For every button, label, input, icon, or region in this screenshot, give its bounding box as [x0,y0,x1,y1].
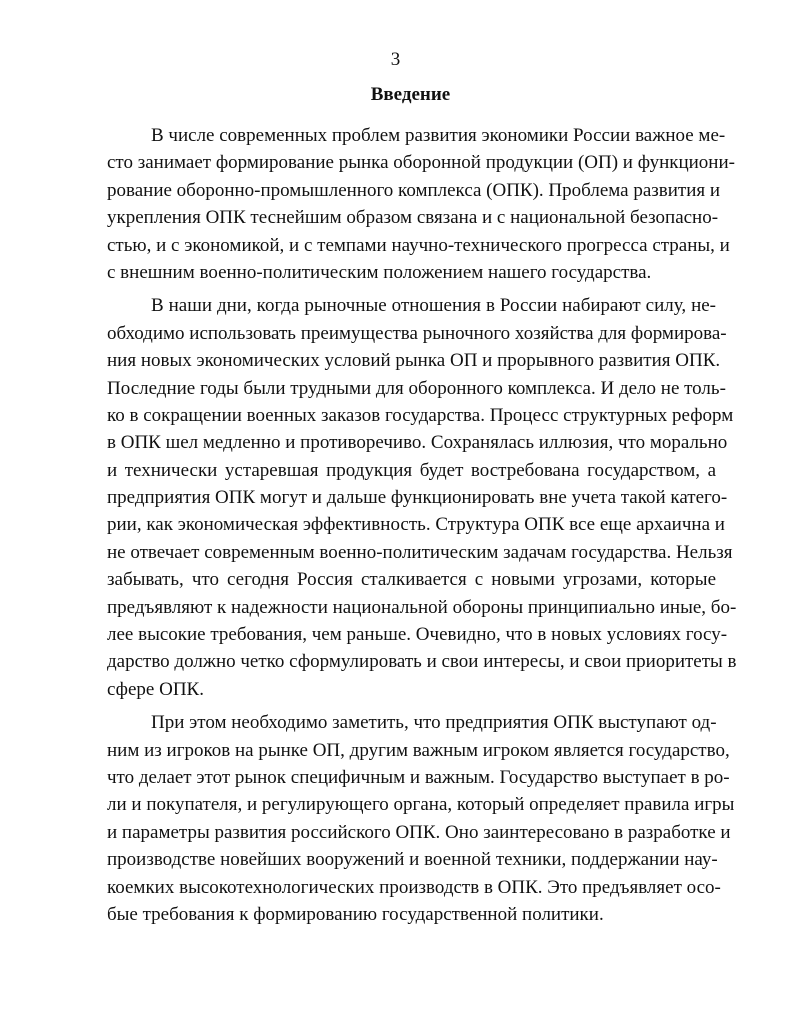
page-title: Введение [370,84,451,105]
paragraph-line: рование оборонно-промышленного комплекса (ОПК). Проблема развития и [107,179,721,201]
paragraph-line: сто занимает формирование рынка оборонной продукции (ОП) и функциони- [107,152,735,174]
paragraph-line: забывать, что сегодня Россия сталкивается с новыми угрозами, которые [107,569,716,591]
paragraph-line: дарство должно четко сформулировать и свои интересы, и свои приоритеты в [107,651,737,673]
body-text [107,122,737,928]
paragraph-line: бые требования к формированию государственной политики. [107,903,604,925]
paragraph-line: стью, и с экономикой, и с темпами научно-технического прогресса страны, и [107,234,730,256]
paragraph-line: предъявляют к надежности национальной обороны принципиально иные, бо- [107,596,737,618]
paragraph-line: В числе современных проблем развития экономики России важное ме- [151,125,726,146]
paragraph-line: ния новых экономических условий рынка ОП и прорывного развития ОПК. [107,350,721,372]
paragraph-line: что делает этот рынок специфичным и важным. Государство выступает в ро- [107,766,730,788]
paragraph-line: Последние годы были трудными для оборонного комплекса. И дело не толь- [107,377,726,399]
paragraph-line: и технически устаревшая продукция будет востребована государством, а [107,459,716,481]
paragraph [107,709,735,928]
paragraph-line: рии, как экономическая эффективность. Структура ОПК все еще архаична и [107,514,725,536]
paragraph-line: сфере ОПК. [107,678,204,700]
paragraph-line: с внешним военно-политическим положением нашего государства. [107,261,652,283]
paragraph-line: ко в сокращении военных заказов государства. Процесс структурных реформ [107,404,734,426]
paragraph [107,292,737,703]
paragraph-line: обходимо использовать преимущества рыночного хозяйства для формирова- [107,322,727,344]
paragraph-line: предприятия ОПК могут и дальше функционировать вне учета такой катего- [107,487,728,509]
paragraph-line: и параметры развития российского ОПК. Оно заинтересовано в разработке и [107,821,731,843]
paragraph-line: ли и покупателя, и регулирующего органа, который определяет правила игры [107,794,735,816]
paragraph-line: не отвечает современным военно-политическим задачам государства. Нельзя [107,541,733,563]
paragraph-line: производстве новейших вооружений и военной техники, поддержании нау- [107,849,718,871]
paragraph-line: в ОПК шел медленно и противоречиво. Сохранялась иллюзия, что морально [107,432,728,454]
paragraph [107,122,735,286]
paragraph-line: укрепления ОПК теснейшим образом связана и с национальной безопасно- [107,207,719,229]
paragraph-line: В наши дни, когда рыночные отношения в России набирают силу, не- [151,295,716,317]
paragraph-line: ним из игроков на рынке ОП, другим важным игроком является государство, [107,739,730,761]
paragraph-line: коемких высокотехнологических производств в ОПК. Это предъявляет осо- [107,876,721,898]
paragraph-line: лее высокие требования, чем раньше. Очевидно, что в новых условиях госу- [107,624,728,646]
paragraph-line: При этом необходимо заметить, что предприятия ОПК выступают од- [151,712,717,734]
page-number: 3 [390,49,401,70]
